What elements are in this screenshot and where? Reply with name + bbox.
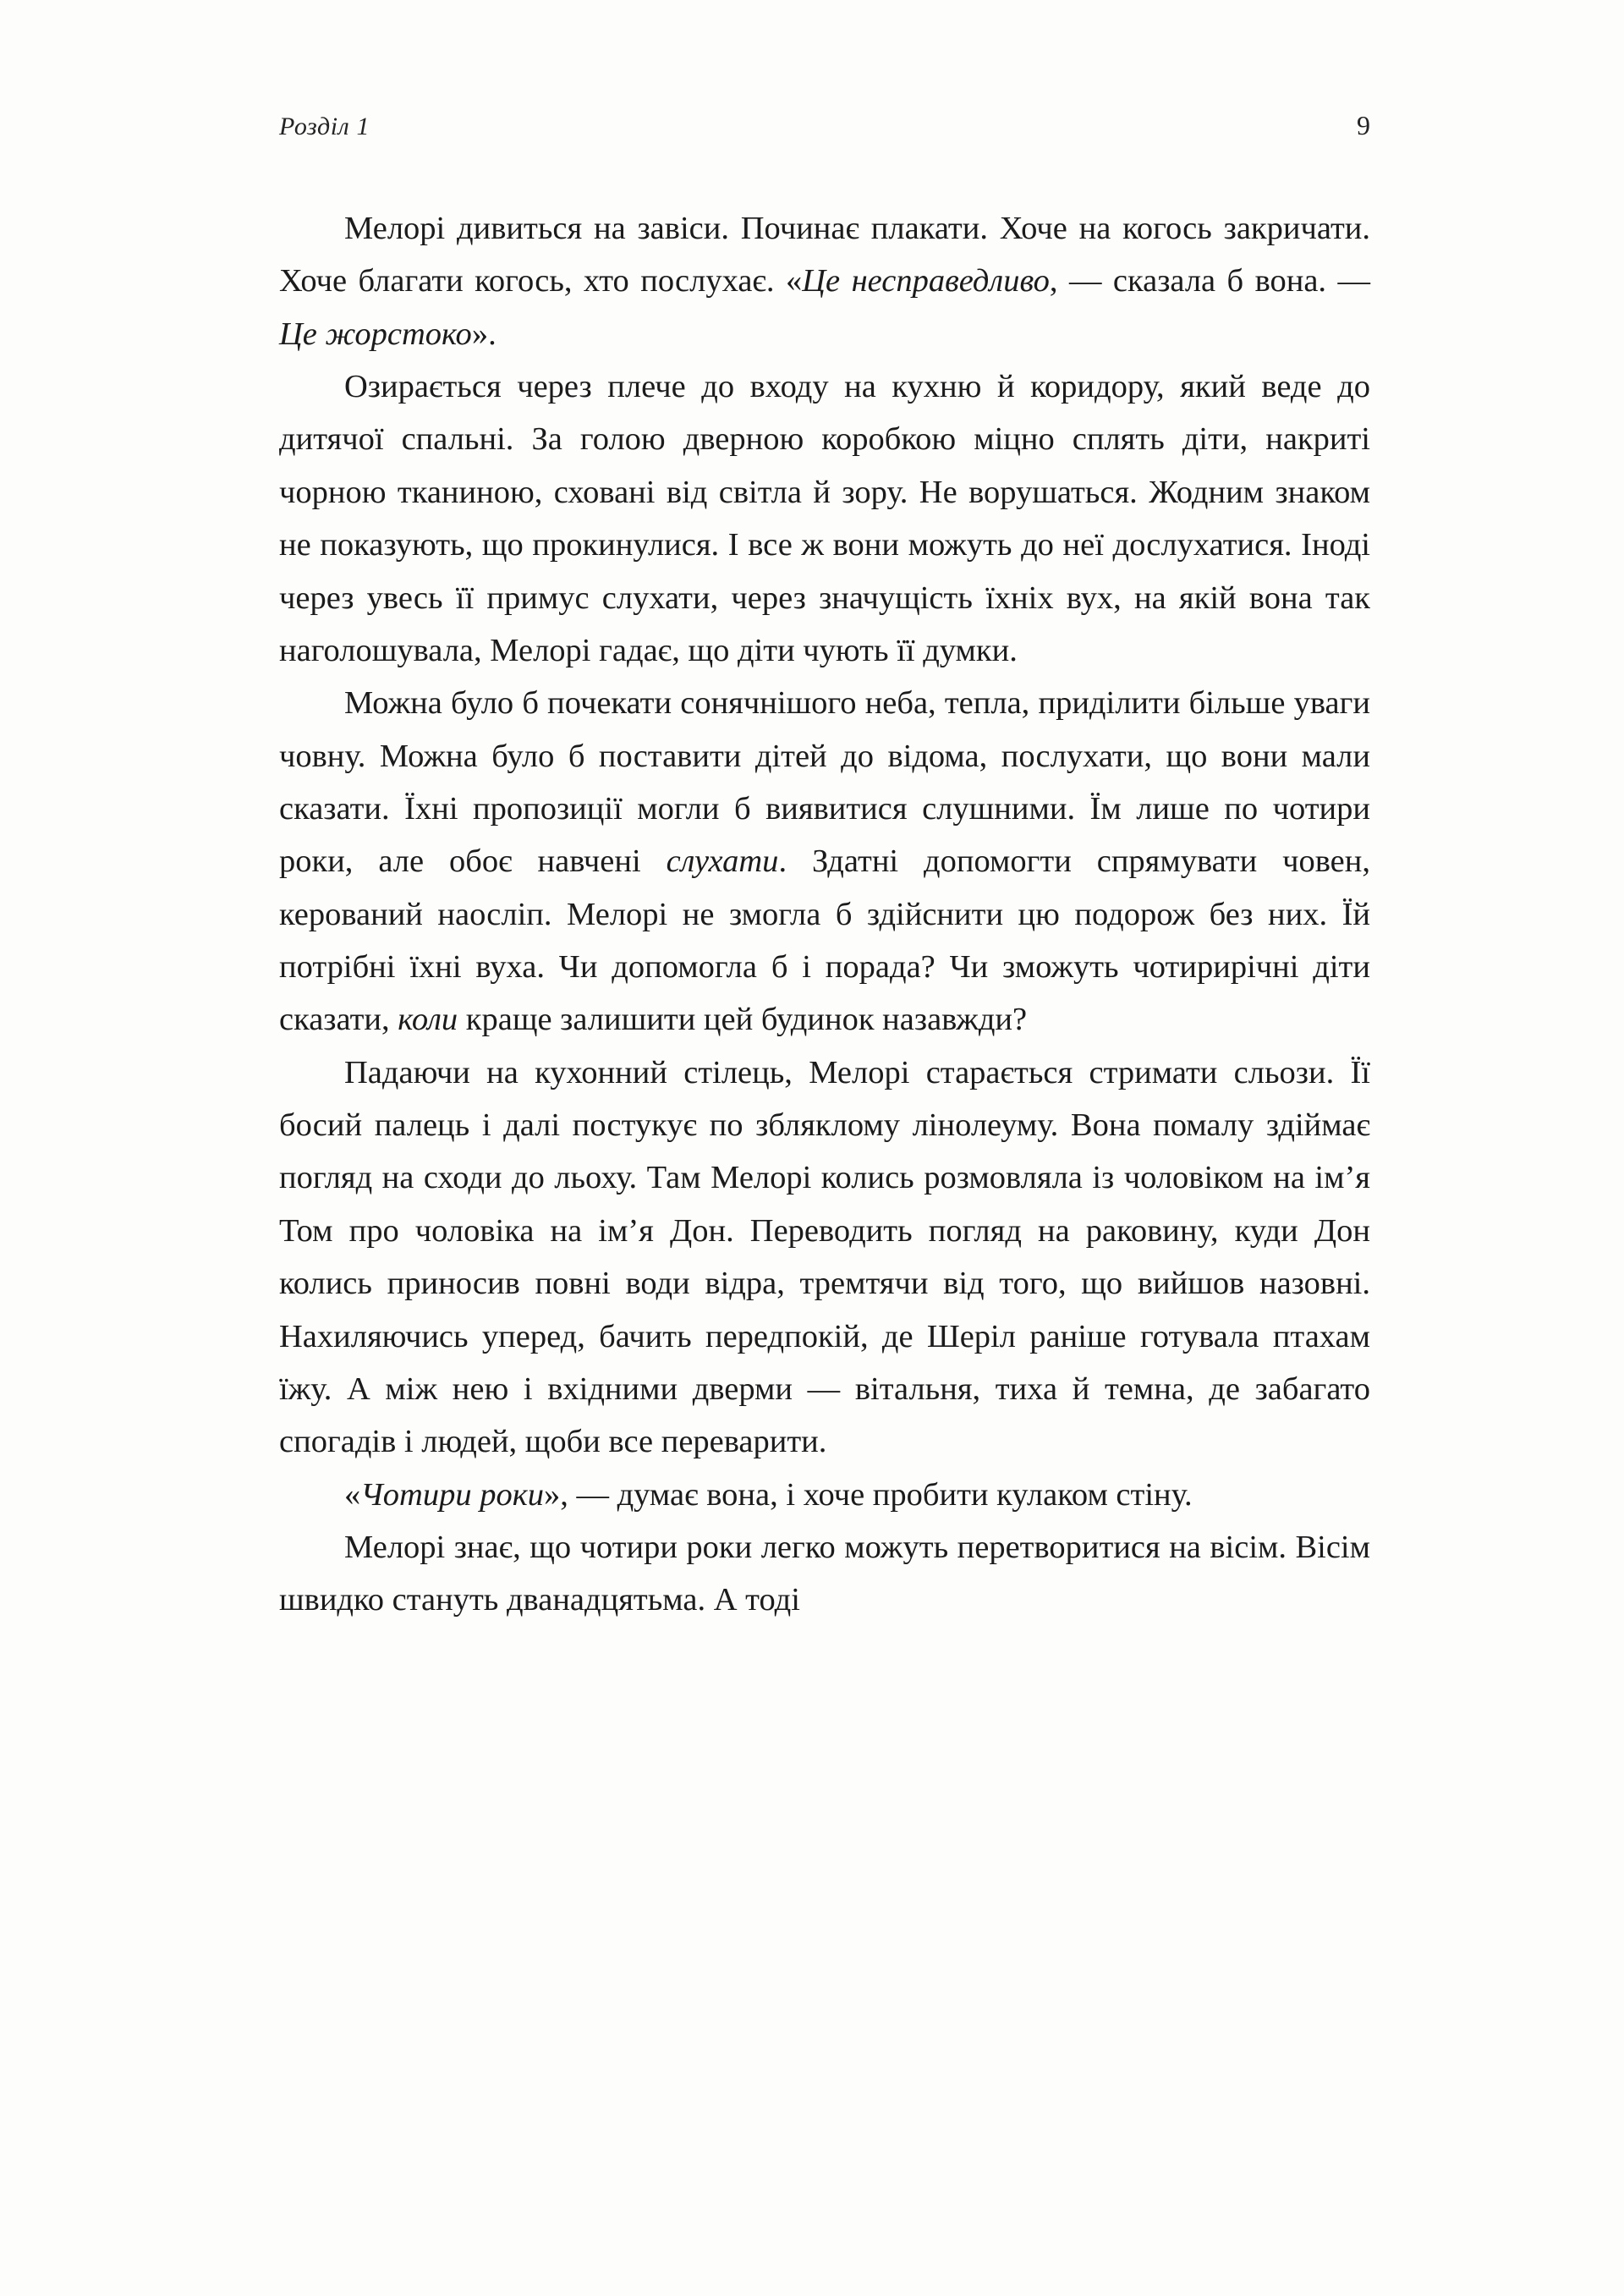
running-head [279, 110, 1370, 141]
page-content [279, 110, 1370, 1627]
paragraph: «Чотири роки», — думає вона, і хоче пробити кулаком стіну. [344, 1476, 1193, 1513]
chapter-label: Розділ 1 [279, 113, 370, 140]
paragraph: Можна було б почекати сонячнішого неба, тепла, приділити більше уваги човну. Можна було б поставити дітей до відома, послухати, що вони мали сказати. Їхні пропозиції могли б виявитися слушними. Їм лише по чотири роки, але обоє навчені слухати. Здатні допомогти спрямувати човен, керований наосліп. Мелорі не змогла б здійснити цю подорож без них. Їй потрібні їхні вуха. Чи допомогла б і порада? Чи зможуть чотирирічні діти сказати, коли краще залишити цей будинок назавжди? [279, 685, 1370, 1038]
paragraph: Мелорі знає, що чотири роки легко можуть перетворитися на вісім. Вісім швидко стануть дванадцятьма. А тоді [279, 1529, 1370, 1618]
page-number: 9 [1357, 110, 1370, 140]
body-text [279, 202, 1370, 1627]
paragraph: Падаючи на кухонний стілець, Мелорі старається стримати сльози. Її босий палець і далі постукує по збляклому лінолеуму. Вона помалу здіймає погляд на сходи до льоху. Там Мелорі колись розмовляла із чоловіком на ім’я Том про чоловіка на ім’я Дон. Переводить погляд на раковину, куди Дон колись приносив повні води відра, тремтячи від того, що вийшов назовні. Нахиляючись уперед, бачить передпокій, де Шеріл раніше готувала птахам їжу. А між нею і вхідними дверми — вітальня, тиха й темна, де забагато спогадів і людей, щоби все переварити. [279, 1054, 1370, 1460]
paragraph: Мелорі дивиться на завіси. Починає плакати. Хоче на когось закричати. Хоче благати когось, хто послухає. «Це несправедливо, — сказала б вона. — Це жорстоко». [279, 211, 1370, 352]
paragraph: Озирається через плече до входу на кухню й коридору, який веде до дитячої спальні. За голою дверною коробкою міцно сплять діти, накриті чорною тканиною, сховані від світла й зору. Не ворушаться. Жодним знаком не показують, що прокинулися. І все ж вони можуть до неї дослухатися. Іноді через увесь її примус слухати, через значущість їхніх вух, на якій вона так наголошувала, Мелорі гадає, що діти чують її думки. [279, 369, 1370, 668]
